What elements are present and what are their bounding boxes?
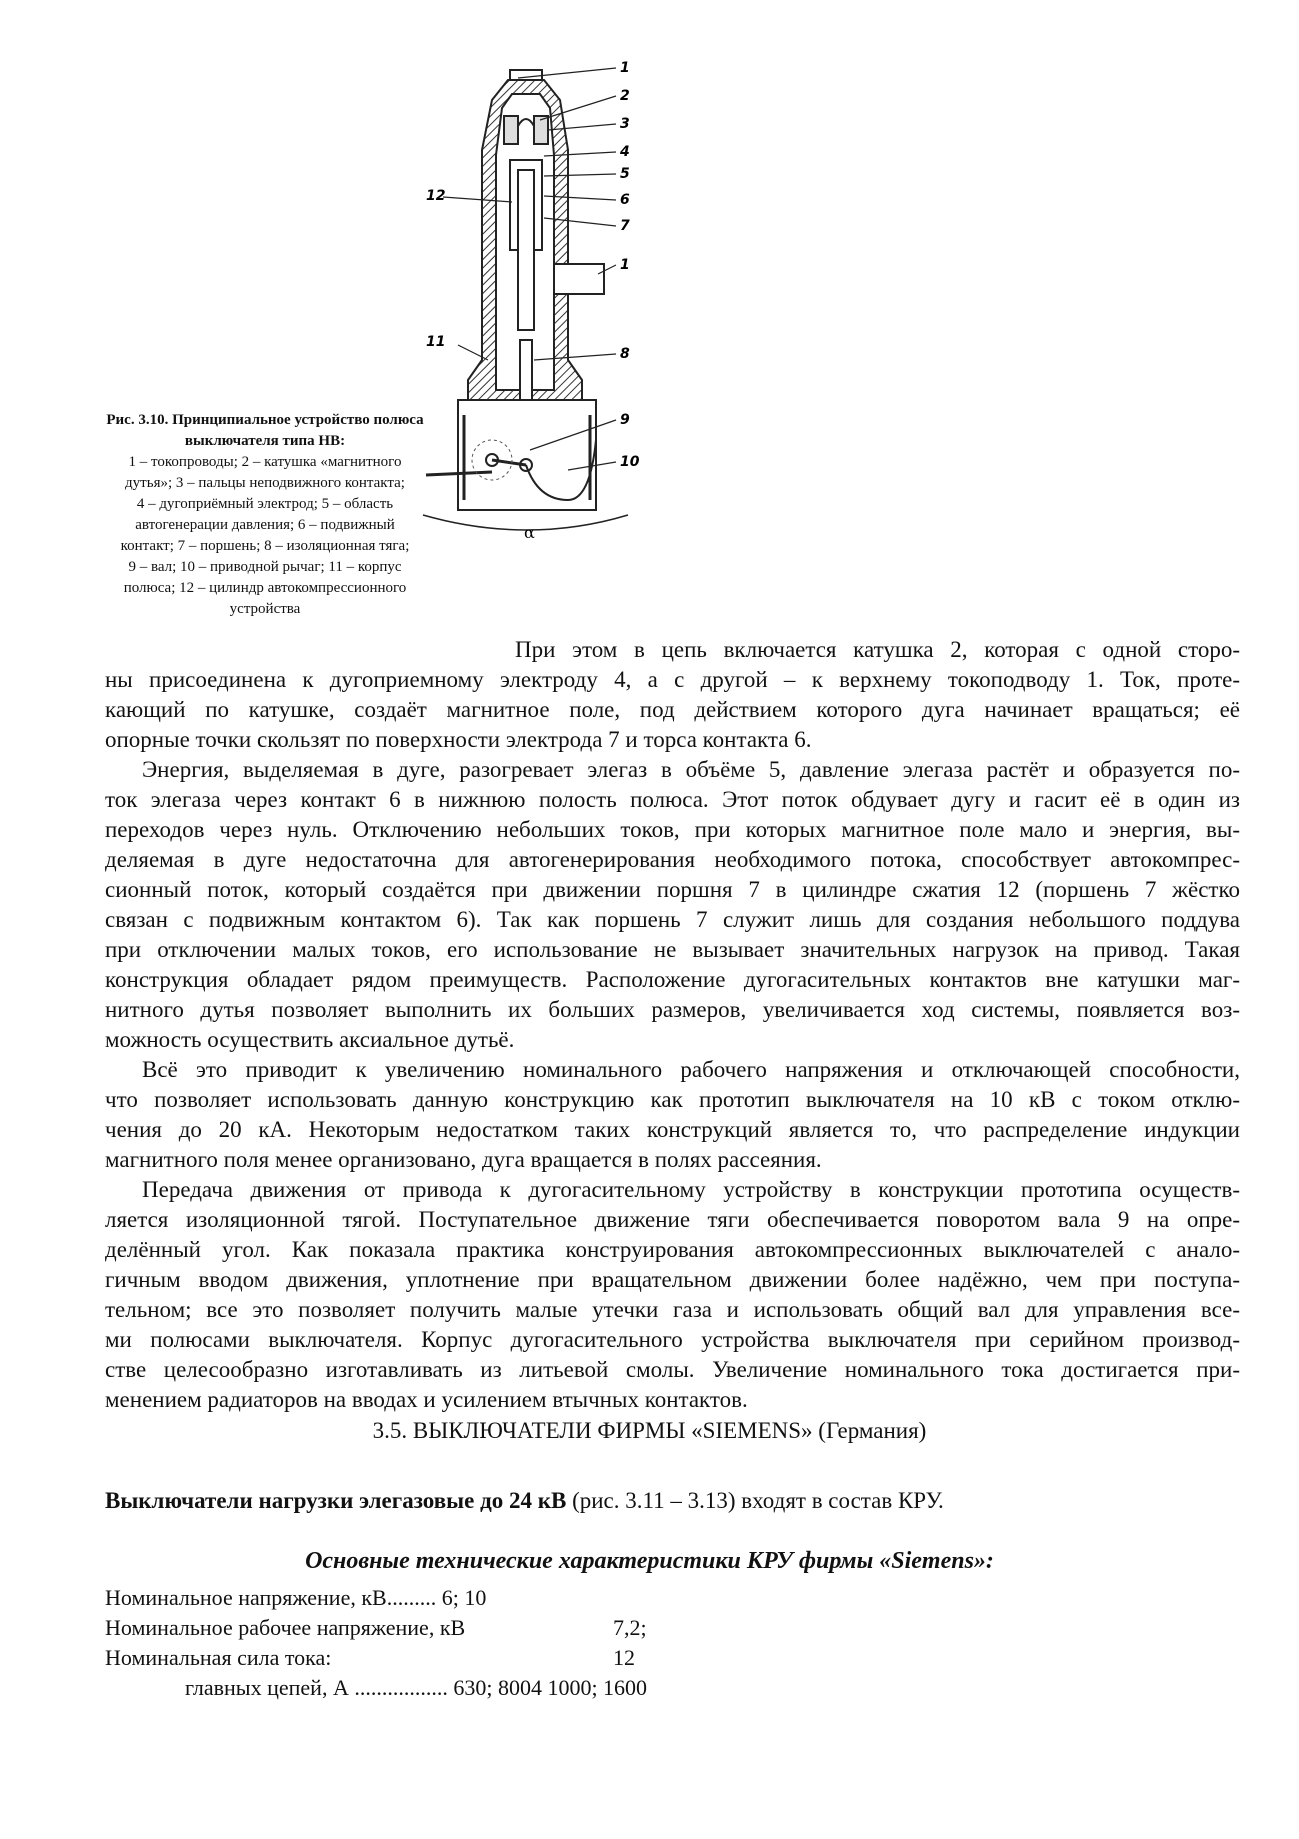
text-line: сионный поток, который создаётся при движении поршня 7 в цилиндре сжатия 12 (поршень 7 жёстко (105, 877, 1240, 902)
spec-label: Номинальное рабочее напряжение, кВ (105, 1615, 466, 1640)
load-switch-sentence (105, 1486, 944, 1516)
angle-label: α (524, 523, 535, 542)
caption-title: Рис. 3.10. Принципиальное устройство полюса выключателя типа НВ: (106, 412, 424, 449)
caption-line: 4 – дугоприёмный электрод; 5 – область (136, 496, 394, 512)
text-line: конструкция обладает рядом преимуществ. Расположение дугогасительных контактов вне катушки маг- (105, 967, 1240, 992)
label-7: 7 (620, 218, 630, 234)
text-line: связан с подвижным контактом 6). Так как поршень 7 служит лишь для создания небольшого поддува (105, 907, 1240, 932)
text-line: переходов через нуль. Отключению небольших токов, при которых магнитное поле мало и энергия, вы- (105, 817, 1240, 842)
section-heading: 3.5. ВЫКЛЮЧАТЕЛИ ФИРМЫ «SIEMENS» (Германия) (372, 1418, 927, 1443)
label-11: 11 (426, 334, 446, 350)
text-line: Всё это приводит к увеличению номинального рабочего напряжения и отключающей способности, (142, 1057, 1240, 1082)
load-switch-bold: Выключатели нагрузки элегазовые до 24 кВ (105, 1488, 567, 1513)
text-line: ми полюсами выключателя. Корпус дугогасительного устройства выключателя при серийном производ- (105, 1327, 1240, 1352)
paragraph-4 (105, 1175, 1240, 1415)
label-3: 3 (620, 116, 630, 132)
text-line: опорные точки скользят по поверхности электрода 7 и торса контакта 6. (105, 727, 812, 752)
text-line: стве целесообразно изготавливать из литьевой смолы. Увеличение номинального тока достигается при- (105, 1357, 1240, 1382)
text-line: При этом в цепь включается катушка 2, которая с одной сторо- (515, 637, 1240, 662)
text-line: делённый угол. Как показала практика конструирования автокомпрессионных выключателей с анало- (105, 1237, 1240, 1262)
caption-line: 9 – вал; 10 – приводной рычаг; 11 – корпус (128, 559, 402, 575)
caption-line: контакт; 7 – поршень; 8 – изоляционная тяга; (120, 538, 410, 554)
caption-line: полюса; 12 – цилиндр автокомпрессионного (123, 580, 407, 596)
paragraph-2 (105, 755, 1240, 1055)
text-line: Энергия, выделяемая в дуге, разогревает элегаз в объёме 5, давление элегаза растёт и образуется по- (142, 757, 1240, 782)
label-1-top: 1 (620, 60, 630, 76)
caption-line: устройства (229, 601, 301, 617)
text-line: при отключении малых токов, его использование не вызывает значительных нагрузок на привод. Такая (105, 937, 1240, 962)
load-switch-rest: (рис. 3.11 – 3.13) входят в состав КРУ. (566, 1488, 944, 1513)
text-line: можность осуществить аксиальное дутьё. (105, 1027, 515, 1052)
text-line: Передача движения от привода к дугогасительному устройству в конструкции прототипа осуществ- (142, 1177, 1240, 1202)
text-line: что позволяет использовать данную конструкцию как прототип выключателя на 10 кВ с током отклю- (105, 1087, 1240, 1112)
spec-value: 7,2; 12 (613, 1615, 647, 1670)
text-line: ляется изоляционной тягой. Поступательное движение тяги обеспечивается поворотом вала 9 на опре- (105, 1207, 1240, 1232)
paragraph-3 (105, 1055, 1240, 1175)
label-2: 2 (620, 88, 630, 104)
label-8: 8 (620, 346, 630, 362)
label-4: 4 (620, 144, 630, 160)
label-9: 9 (620, 412, 630, 428)
text-line: деляемая в дуге недостаточна для автогенерирования необходимого потока, способствует автокомпрес- (105, 847, 1240, 872)
label-1-side: 1 (620, 257, 630, 273)
text-line: гичным вводом движения, уплотнение при вращательном движении более надёжно, чем при поступа- (105, 1267, 1240, 1292)
text-line: кающий по катушке, создаёт магнитное поле, под действием которого дуга начинает вращаться; её (105, 697, 1240, 722)
label-10: 10 (620, 454, 640, 470)
text-line: чения до 20 кА. Некоторым недостатком таких конструкций является то, что распределение индукции (105, 1117, 1240, 1142)
text-line: нитного дутья позволяет выполнить их больших размеров, увеличивается ход системы, появляется воз- (105, 997, 1240, 1022)
label-6: 6 (620, 192, 630, 208)
spec-rated-voltage: Номинальное напряжение, кВ......... 6; 10 (105, 1585, 487, 1610)
spec-rated-current: Номинальная сила тока: (105, 1645, 332, 1670)
label-12: 12 (426, 188, 446, 204)
text-line: ны присоединена к дугоприемному электроду 4, а с другой – к верхнему токоподводу 1. Ток, проте- (105, 667, 1240, 692)
paragraph-1 (105, 635, 1240, 755)
text-line: магнитного поля менее организовано, дуга вращается в полях рассеяния. (105, 1147, 822, 1172)
text-line: менением радиаторов на вводах и усилением втычных контактов. (105, 1387, 748, 1412)
spec-main-circuits: главных цепей, А ................. 630; 8004 1000; 1600 (185, 1675, 648, 1700)
caption-line: автогенерации давления; 6 – подвижный (135, 517, 395, 533)
text-line: ток элегаза через контакт 6 в нижнюю полость полюса. Этот поток обдувает дугу и гасит её в один из (105, 787, 1240, 812)
caption-line: 1 – токопроводы; 2 – катушка «магнитного (128, 454, 402, 470)
text-line: тельном; все это позволяет получить малые утечки газа и использовать общий вал для управления все- (105, 1297, 1240, 1322)
label-5: 5 (620, 166, 630, 182)
specs-heading: Основные технические характеристики КРУ фирмы «Siemens»: (305, 1548, 994, 1574)
figure-caption (70, 410, 460, 620)
caption-line: дутья»; 3 – пальцы неподвижного контакта; (125, 475, 405, 491)
breaker-pole-diagram (426, 60, 778, 640)
